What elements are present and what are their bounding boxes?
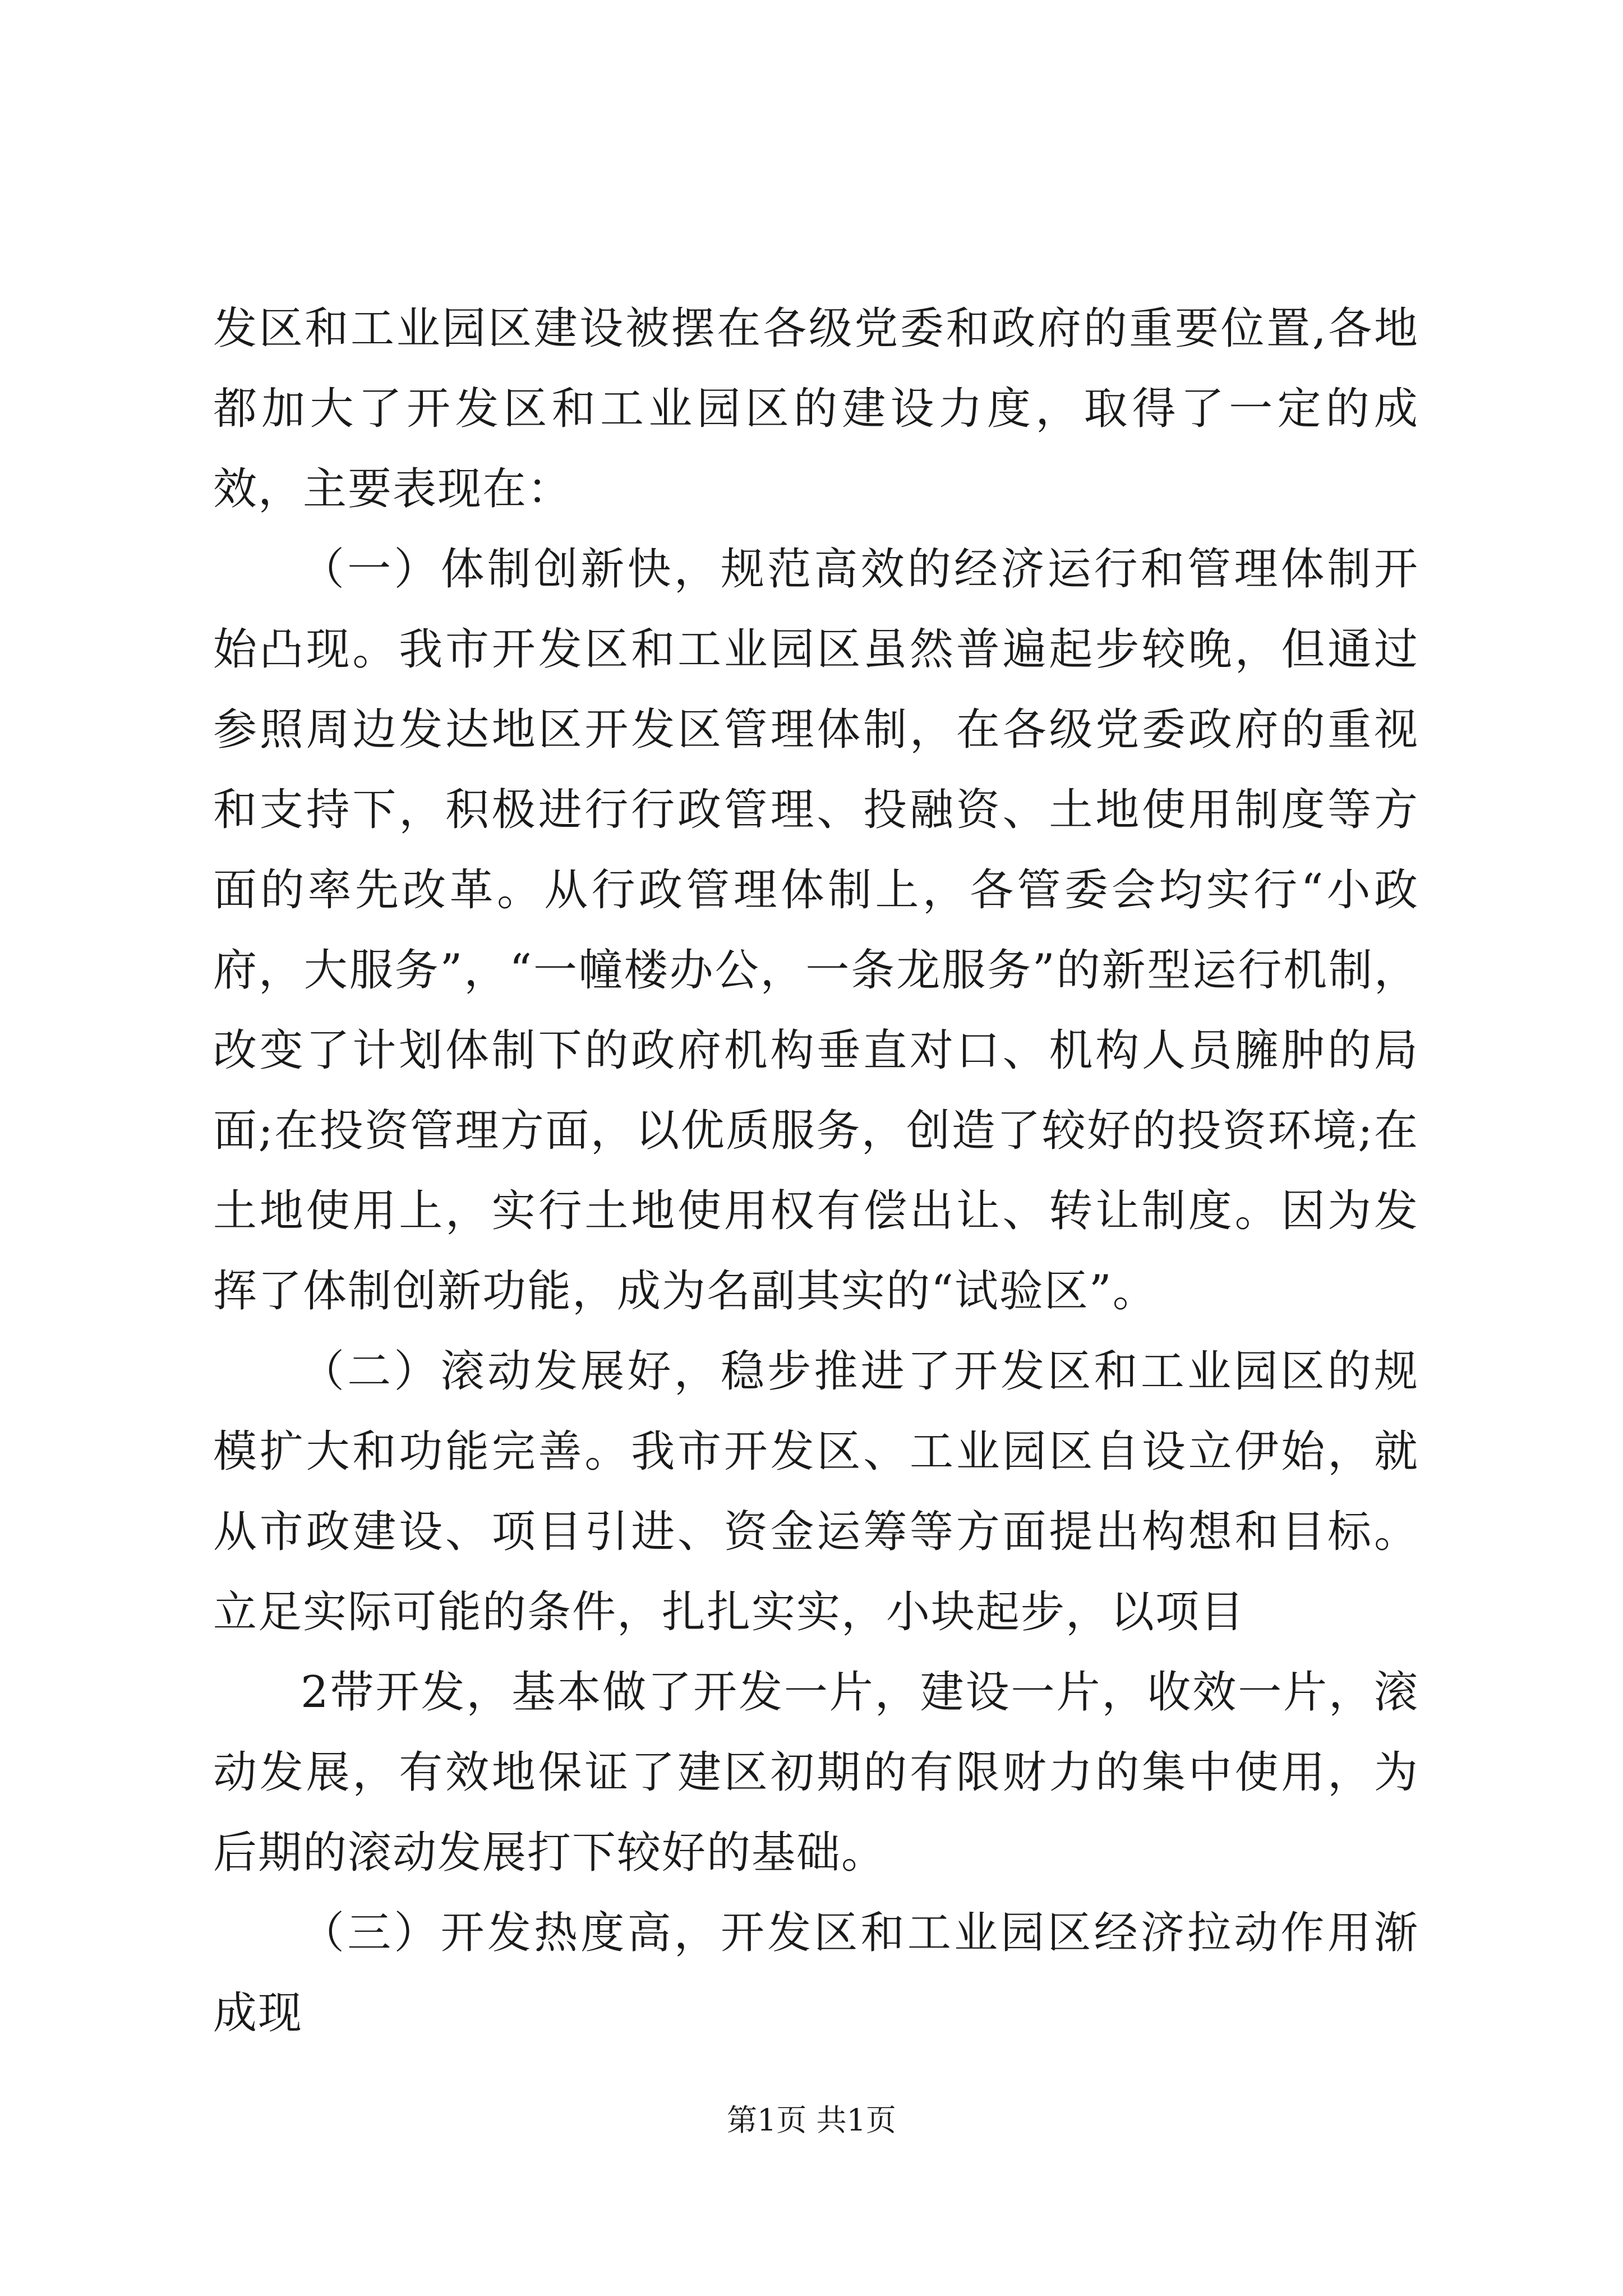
paragraph-section-2: （二）滚动发展好，稳步推进了开发区和工业园区的规模扩大和功能完善。我市开发区、工业园区自设立伊始，就从市政建设、项目引进、资金运筹等方面提出构想和目标。立足实际可能的条件，扎扎实实，小块起步，以项目	[213, 1346, 1419, 1637]
paragraph-section-1: （一）体制创新快，规范高效的经济运行和管理体制开始凸现。我市开发区和工业园区虽然普遍起步较晚，但通过参照周边发达地区开发区管理体制，在各级党委政府的重视和支持下，积极进行行政管理、投融资、土地使用制度等方面的率先改革。从行政管理体制上，各管委会均实行“小政府，大服务”，“一幢楼办公，一条龙服务”的新型运行机制，改变了计划体制下的政府机构垂直对口、机构人员臃肿的局面;在投资管理方面，以优质服务，创造了较好的投资环境;在土地使用上，实行土地使用权有偿出让、转让制度。因为发挥了体制创新功能，成为名副其实的“试验区”。	[213, 544, 1419, 1317]
paragraph-section-2-continued: 2带开发，基本做了开发一片，建设一片，收效一片，滚动发展，有效地保证了建区初期的有限财力的集中使用，为后期的滚动发展打下较好的基础。	[213, 1667, 1419, 1878]
page-footer: 第1页 共1页	[727, 2102, 896, 2138]
paragraph-section-3: （三）开发热度高，开发区和工业园区经济拉动作用渐成现	[213, 1908, 1419, 2039]
paragraph-intro: 发区和工业园区建设被摆在各级党委和政府的重要位置,各地都加大了开发区和工业园区的建设力度，取得了一定的成效，主要表现在：	[213, 303, 1419, 514]
document-body	[213, 289, 1419, 2054]
